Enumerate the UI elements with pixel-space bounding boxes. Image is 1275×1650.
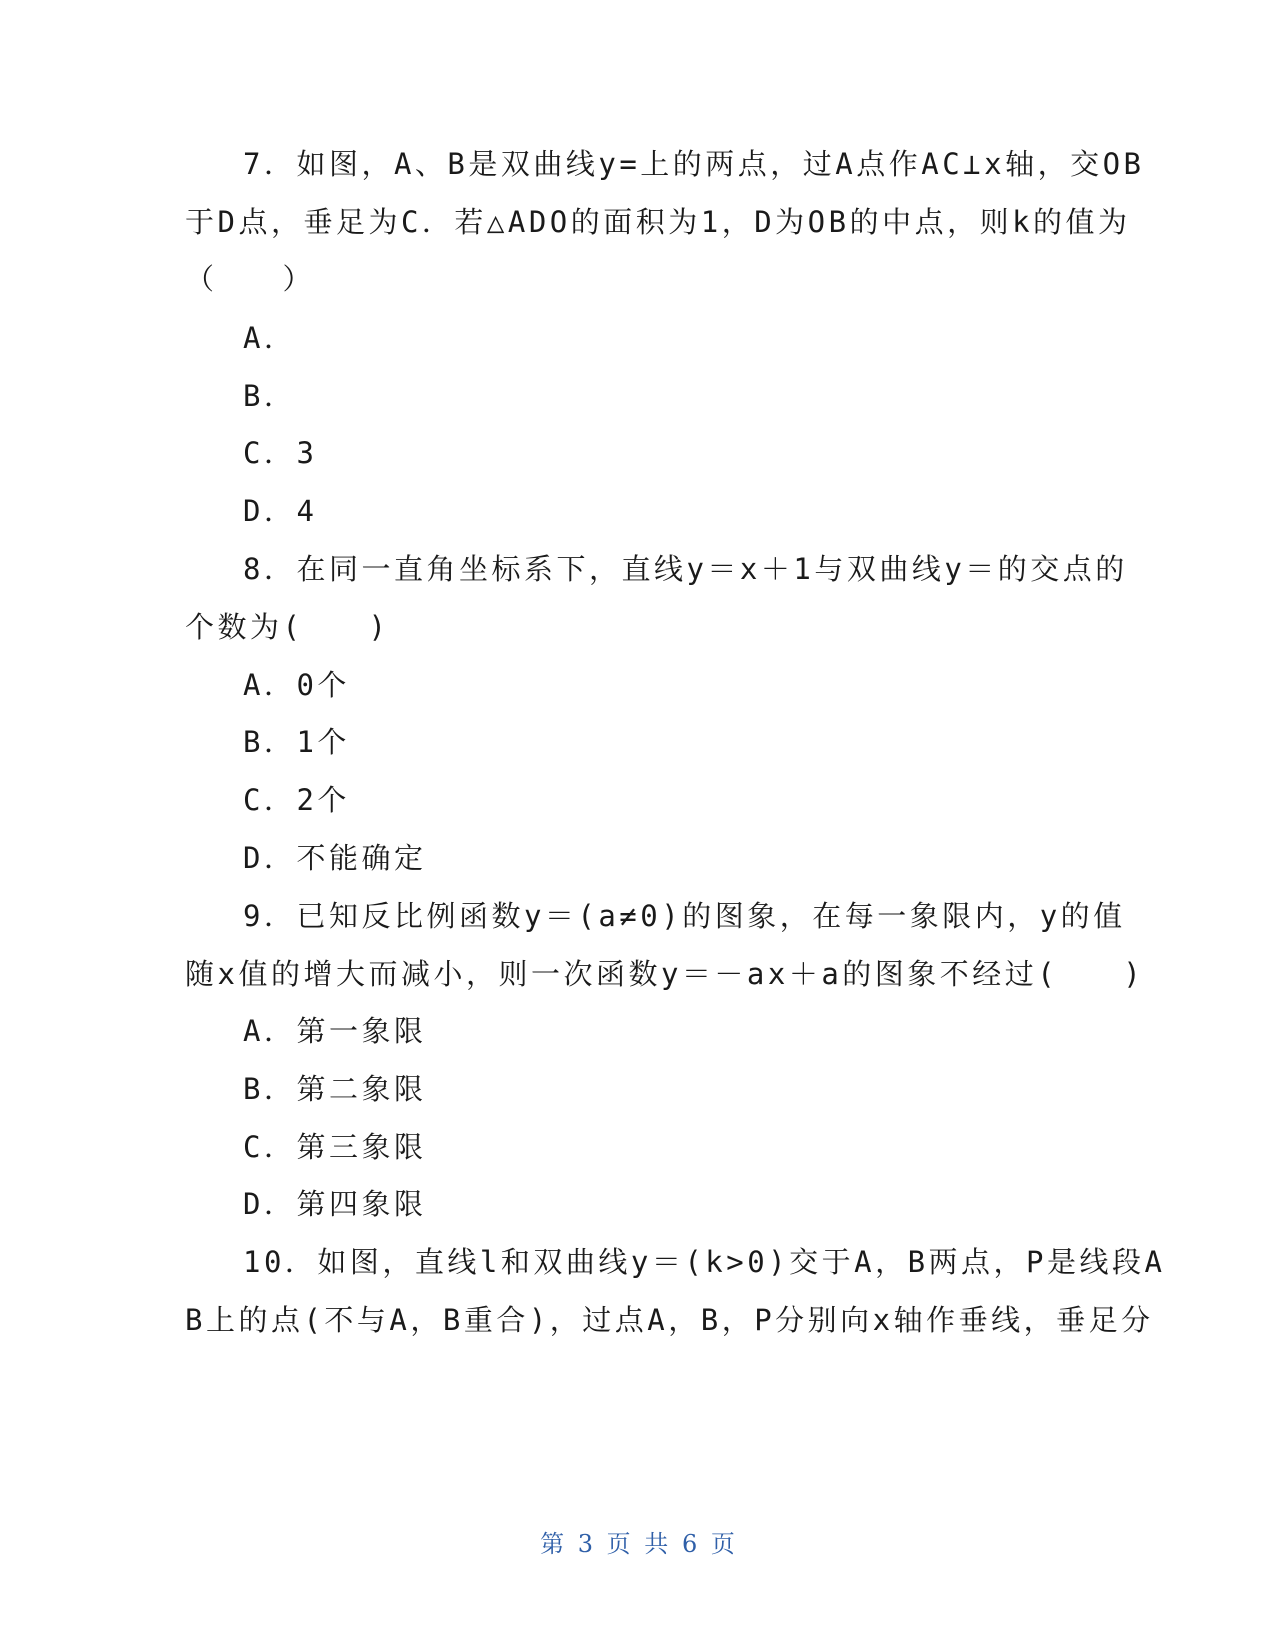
- question-7-stem-line-3: （ ）: [185, 262, 316, 296]
- question-9-option-a: A．第一象限: [243, 1014, 427, 1048]
- question-9-option-b: B．第二象限: [243, 1072, 427, 1106]
- question-8-option-a: A．0个: [243, 668, 350, 702]
- question-9-stem-line-1: 9．已知反比例函数y＝(a≠0)的图象，在每一象限内，y的值: [243, 899, 1126, 933]
- page-number: 第 3 页 共 6 页: [540, 1530, 735, 1558]
- question-7-option-a: A．: [243, 321, 297, 355]
- question-9-option-c: C．第三象限: [243, 1130, 427, 1164]
- question-8-stem-line-2: 个数为( ): [185, 610, 390, 644]
- question-7-stem-line-1: 7．如图，A、B是双曲线y=上的两点，过A点作AC⊥x轴，交OB: [243, 147, 1145, 181]
- question-8-stem-line-1: 8．在同一直角坐标系下，直线y＝x＋1与双曲线y＝的交点的: [243, 552, 1128, 586]
- question-7-option-d: D．4: [243, 494, 318, 528]
- question-8-option-b: B．1个: [243, 725, 350, 759]
- question-10-stem-line-2: B上的点(不与A，B重合)，过点A，B，P分别向x轴作垂线，垂足分: [185, 1303, 1154, 1337]
- question-9-option-d: D．第四象限: [243, 1187, 427, 1221]
- question-7-option-c: C．3: [243, 436, 318, 470]
- question-7-stem-line-2: 于D点，垂足为C．若△ADO的面积为1，D为OB的中点，则k的值为: [185, 205, 1131, 239]
- question-7-option-b: B．: [243, 379, 297, 413]
- question-10-stem-line-1: 10．如图，直线l和双曲线y＝(k>0)交于A，B两点，P是线段A: [243, 1245, 1166, 1279]
- question-9-stem-line-2: 随x值的增大而减小，则一次函数y＝－ax＋a的图象不经过( ): [185, 957, 1145, 991]
- question-8-option-d: D．不能确定: [243, 841, 427, 875]
- question-8-option-c: C．2个: [243, 783, 350, 817]
